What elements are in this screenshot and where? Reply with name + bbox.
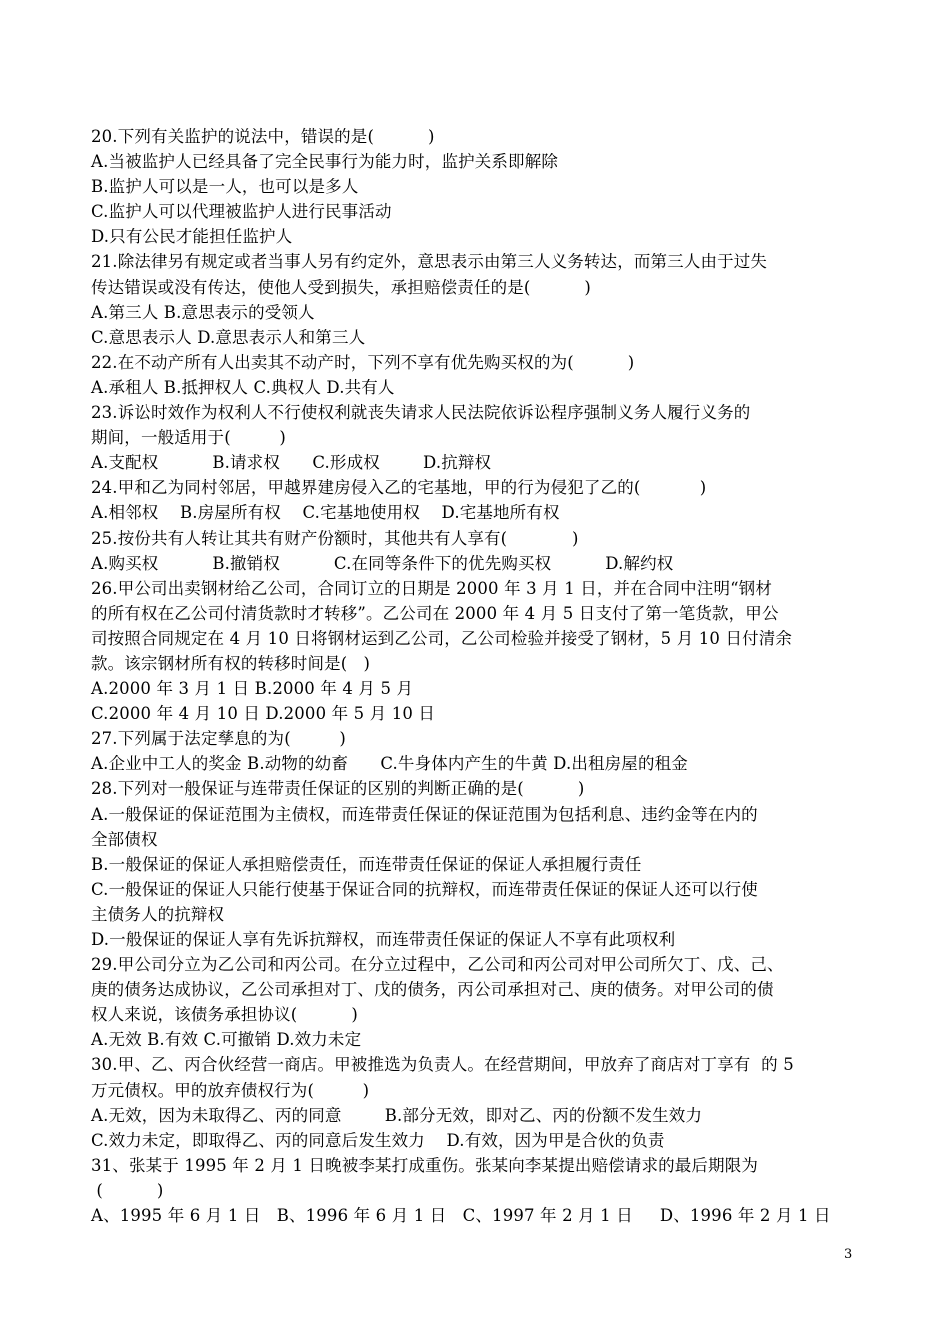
q31-options: A、1995 年 6 月 1 日 B、1996 年 6 月 1 日 C、1997 年 2 月 1 日 D、1996 年 2 月 1 日	[91, 1206, 831, 1226]
q29-stem-cont-1: 庚的债务达成协议，乙公司承担对丁、戊的债务，丙公司承担对己、庚的债务。对甲公司的债	[91, 980, 774, 1000]
q25-options: A.购买权 B.撤销权 C.在同等条件下的优先购买权 D.解约权	[91, 553, 674, 573]
q23-stem-cont: 期间，一般适用于( )	[91, 428, 286, 448]
q26-stem-cont-1: 的所有权在乙公司付清货款时才转移”。乙公司在 2000 年 4 月 5 日支付了第一笔货款，甲公	[91, 603, 779, 623]
q26-options-cd: C.2000 年 4 月 10 日 D.2000 年 5 月 10 日	[91, 704, 436, 724]
q23-options: A.支配权 B.请求权 C.形成权 D.抗辩权	[91, 453, 492, 473]
q26-options-ab: A.2000 年 3 月 1 日 B.2000 年 4 月 5 月	[91, 679, 414, 699]
q21-options-cd: C.意思表示人 D.意思表示人和第三人	[91, 327, 366, 347]
q24-stem: 24.甲和乙为同村邻居，甲越界建房侵入乙的宅基地，甲的行为侵犯了乙的( )	[91, 478, 707, 498]
q30-options-ab: A.无效，因为未取得乙、丙的同意 B.部分无效，即对乙、丙的份额不发生效力	[91, 1105, 703, 1125]
q22-stem: 22.在不动产所有人出卖其不动产时，下列不享有优先购买权的为( )	[91, 352, 635, 372]
q22-options: A.承租人 B.抵押权人 C.典权人 D.共有人	[91, 377, 395, 397]
q28-option-b: B.一般保证的保证人承担赔偿责任，而连带责任保证的保证人承担履行责任	[91, 854, 642, 874]
q28-option-d: D.一般保证的保证人享有先诉抗辩权，而连带责任保证的保证人不享有此项权利	[91, 930, 676, 949]
q29-stem-cont-2: 权人来说，该债务承担协议( )	[91, 1005, 358, 1025]
q21-stem: 21.除法律另有规定或者当事人另有约定外，意思表示由第三人义务转达，而第三人由于过失	[91, 252, 768, 272]
q20-option-a: A.当被监护人已经具备了完全民事行为能力时，监护关系即解除	[91, 152, 559, 172]
q20-stem: 20.下列有关监护的说法中，错误的是( )	[91, 127, 435, 146]
q28-option-a-cont: 全部债权	[91, 829, 158, 849]
q27-options: A.企业中工人的奖金 B.动物的幼畜 C.牛身体内产生的牛黄 D.出租房屋的租金	[91, 754, 688, 774]
q20-option-c: C.监护人可以代理被监护人进行民事活动	[91, 202, 392, 222]
q30-options-cd: C.效力未定，即取得乙、丙的同意后发生效力 D.有效，因为甲是合伙的负责	[91, 1130, 665, 1150]
q28-option-a: A.一般保证的保证范围为主债权，而连带责任保证的保证范围为包括利息、违约金等在内的	[91, 804, 758, 824]
page-number: 3	[844, 1247, 853, 1262]
q21-stem-cont: 传达错误或没有传达，使他人受到损失，承担赔偿责任的是( )	[91, 277, 592, 297]
q31-stem: 31、张某于 1995 年 2 月 1 日晚被李某打成重伤。张某向李某提出赔偿请求的最后期限为	[91, 1155, 759, 1175]
q21-options-ab: A.第三人 B.意思表示的受领人	[91, 302, 315, 322]
q25-stem: 25.按份共有人转让其共有财产份额时，其他共有人享有( )	[91, 528, 579, 548]
q26-stem-cont-3: 款。该宗钢材所有权的转移时间是( )	[91, 653, 371, 673]
q26-stem-cont-2: 司按照合同规定在 4 月 10 日将钢材运到乙公司，乙公司检验并接受了钢材，5 月 10 日付清余	[91, 628, 793, 648]
q29-options: A.无效 B.有效 C.可撤销 D.效力未定	[91, 1030, 362, 1050]
q20-option-b: B.监护人可以是一人，也可以是多人	[91, 177, 359, 197]
q28-option-c-cont: 主债务人的抗辩权	[91, 904, 225, 924]
q24-options: A.相邻权 B.房屋所有权 C.宅基地使用权 D.宅基地所有权	[91, 503, 560, 523]
q28-option-c: C.一般保证的保证人只能行使基于保证合同的抗辩权，而连带责任保证的保证人还可以行使	[91, 879, 758, 899]
q30-stem: 30.甲、乙、丙合伙经营一商店。甲被推选为负责人。在经营期间，甲放弃了商店对丁享有 的 5	[91, 1055, 794, 1075]
q31-stem-cont: ( )	[91, 1180, 164, 1200]
q26-stem: 26.甲公司出卖钢材给乙公司，合同订立的日期是 2000 年 3 月 1 日，并在合同中注明“钢材	[91, 578, 772, 598]
q20-option-d: D.只有公民才能担任监护人	[91, 227, 293, 247]
document-body	[91, 124, 861, 1228]
q30-stem-cont: 万元债权。甲的放弃债权行为( )	[91, 1080, 370, 1100]
q27-stem: 27.下列属于法定孳息的为( )	[91, 729, 346, 749]
q23-stem: 23.诉讼时效作为权利人不行使权利就丧失请求人民法院依诉讼程序强制义务人履行义务的	[91, 403, 751, 423]
q29-stem: 29.甲公司分立为乙公司和丙公司。在分立过程中，乙公司和丙公司对甲公司所欠丁、戊、己、	[91, 955, 784, 975]
q28-stem: 28.下列对一般保证与连带责任保证的区别的判断正确的是( )	[91, 779, 585, 799]
